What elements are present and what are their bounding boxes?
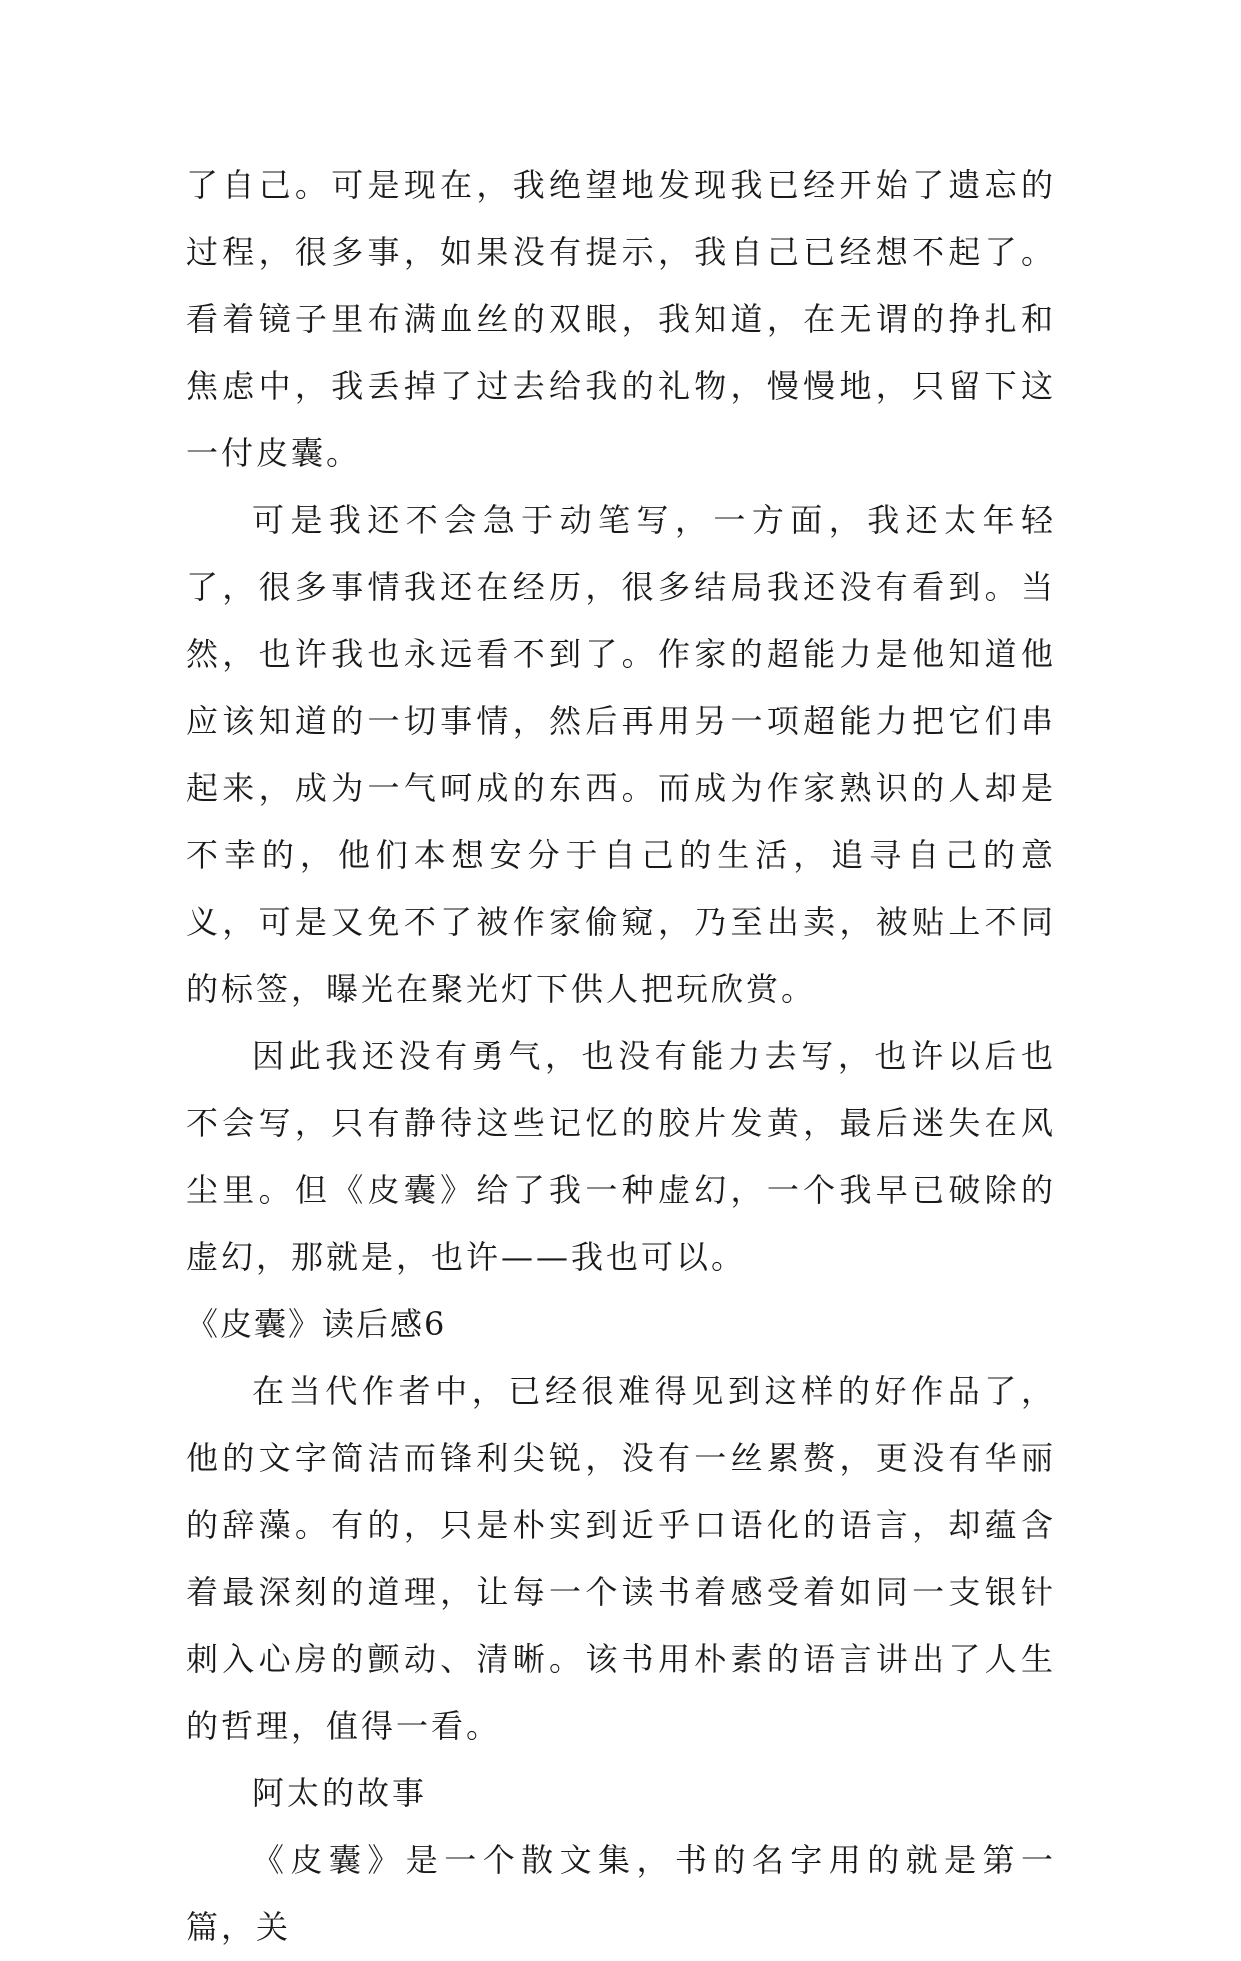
paragraph: 因此我还没有勇气，也没有能力去写，也许以后也不会写，只有静待这些记忆的胶片发黄，最后迷失在风尘里。但《皮囊》给了我一种虚幻，一个我早已破除的虚幻，那就是，也许——我也可以。 bbox=[186, 1037, 1056, 1276]
paragraph: 在当代作者中，已经很难得见到这样的好作品了，他的文字简洁而锋利尖锐，没有一丝累赘，更没有华丽的辞藻。有的，只是朴实到近乎口语化的语言，却蕴含着最深刻的道理，让每一个读书着感受着如同一支银针刺入心房的颤动、清晰。该书用朴素的语言讲出了人生的哲理，值得一看。 bbox=[186, 1372, 1056, 1745]
section-title: 《皮囊》读后感6 bbox=[186, 1305, 447, 1343]
subheading: 阿太的故事 bbox=[252, 1774, 428, 1812]
paragraph: 可是我还不会急于动笔写，一方面，我还太年轻了，很多事情我还在经历，很多结局我还没有看到。当然，也许我也永远看不到了。作家的超能力是他知道他应该知道的一切事情，然后再用另一项超能力把它们串起来，成为一气呵成的东西。而成为作家熟识的人却是不幸的，他们本想安分于自己的生活，追寻自己的意义，可是又免不了被作家偷窥，乃至出卖，被贴上不同的标签，曝光在聚光灯下供人把玩欣赏。 bbox=[186, 501, 1056, 1008]
paragraph: 了自己。可是现在，我绝望地发现我已经开始了遗忘的过程，很多事，如果没有提示，我自己已经想不起了。看着镜子里布满血丝的双眼，我知道，在无谓的挣扎和焦虑中，我丢掉了过去给我的礼物，慢慢地，只留下这一付皮囊。 bbox=[186, 166, 1056, 472]
paragraph: 《皮囊》是一个散文集，书的名字用的就是第一篇，关 bbox=[186, 1841, 1056, 1946]
document-body bbox=[186, 152, 1056, 1961]
